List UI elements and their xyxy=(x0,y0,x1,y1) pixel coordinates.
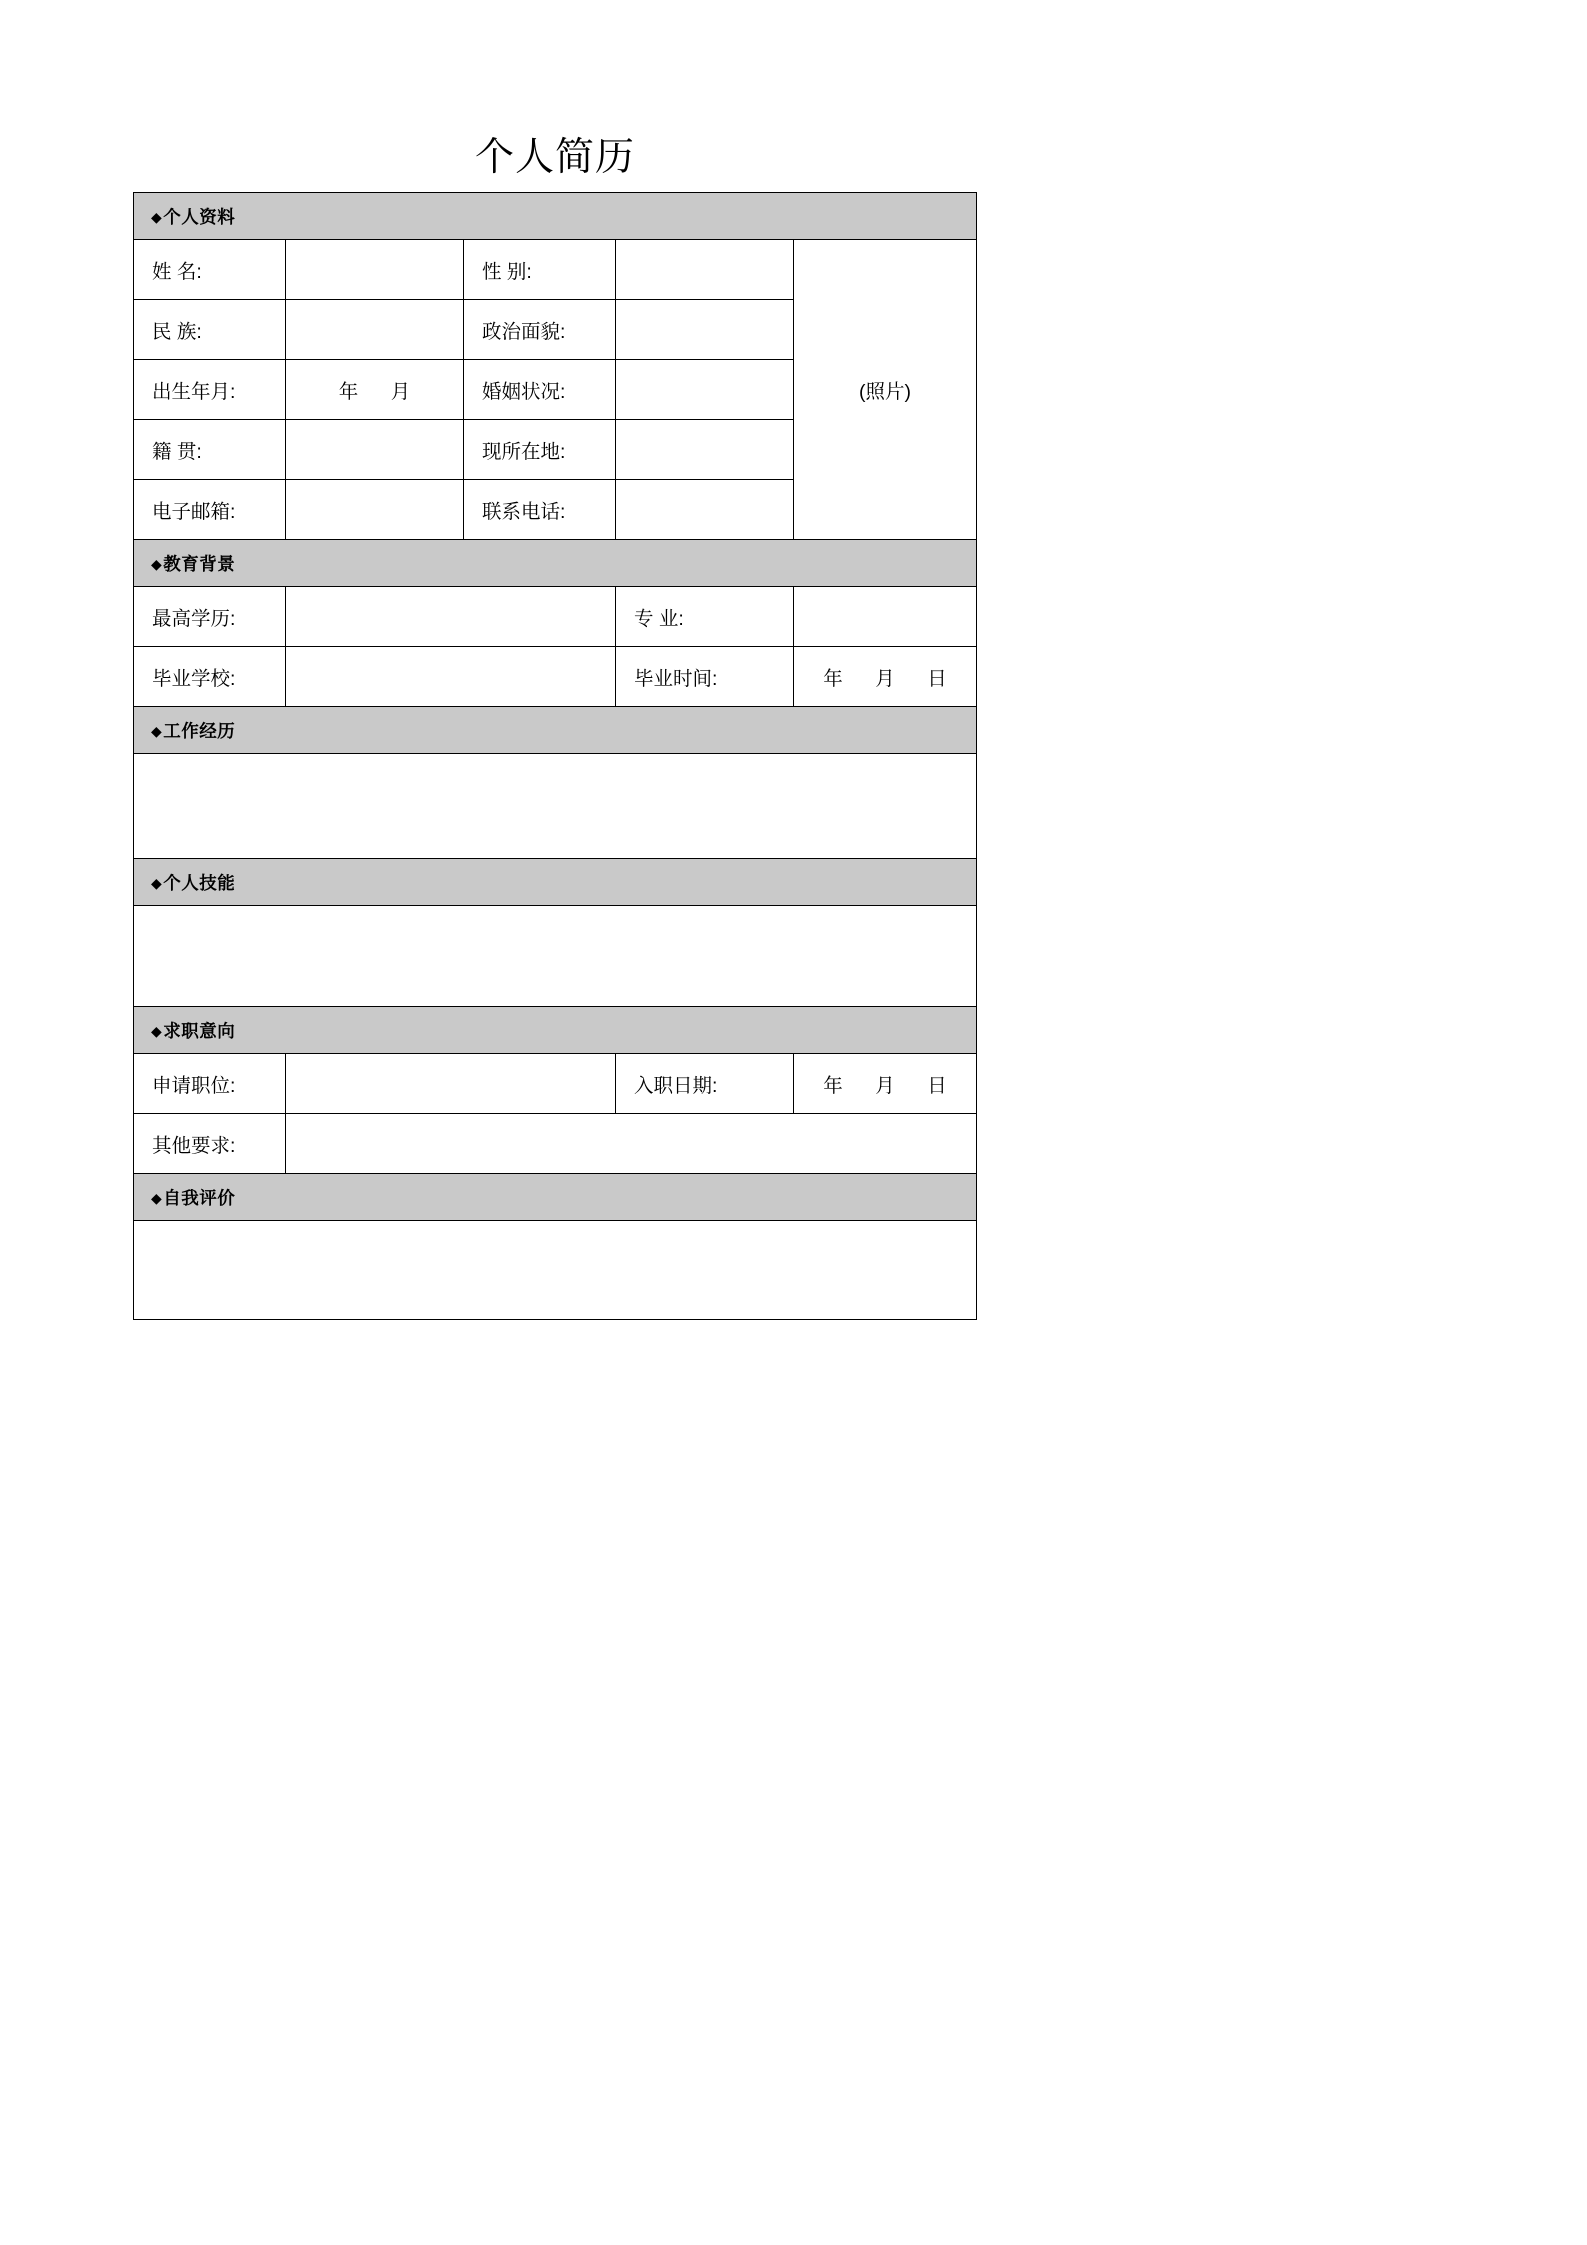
field-label-birth-date-text: 出生年月: xyxy=(152,380,236,403)
section-header-row-personal-info xyxy=(134,193,977,240)
field-input-birth-date[interactable] xyxy=(286,360,464,420)
section-header-job-intention xyxy=(134,1007,977,1054)
diamond-bullet-icon: ◆ xyxy=(151,1022,163,1039)
field-label-native-place-text: 籍 贯: xyxy=(152,440,202,463)
section-header-row-personal-skills xyxy=(134,859,977,906)
field-label-email-text: 电子邮箱: xyxy=(152,500,236,523)
field-label-marital-status xyxy=(464,360,616,420)
work-experience-input[interactable] xyxy=(134,754,977,859)
field-label-email xyxy=(134,480,286,540)
table-row xyxy=(134,587,977,647)
field-input-current-location[interactable] xyxy=(616,420,794,480)
field-label-gender xyxy=(464,240,616,300)
diamond-bullet-icon: ◆ xyxy=(151,722,163,739)
table-row xyxy=(134,754,977,859)
section-header-work-experience xyxy=(134,707,977,754)
section-header-row-job-intention xyxy=(134,1007,977,1054)
field-label-graduation-date xyxy=(616,647,794,707)
field-input-email[interactable] xyxy=(286,480,464,540)
section-header-personal-info xyxy=(134,193,977,240)
field-input-ethnicity[interactable] xyxy=(286,300,464,360)
field-input-major[interactable] xyxy=(794,587,977,647)
section-header-personal-skills-label: 个人技能 xyxy=(163,872,236,893)
field-label-name xyxy=(134,240,286,300)
field-input-graduation-date[interactable] xyxy=(794,647,977,707)
resume-table xyxy=(133,192,977,1320)
field-label-name-text: 姓 名: xyxy=(152,260,202,283)
field-input-entry-date[interactable] xyxy=(794,1054,977,1114)
table-row xyxy=(134,906,977,1007)
field-label-entry-date xyxy=(616,1054,794,1114)
field-label-birth-date xyxy=(134,360,286,420)
field-label-major xyxy=(616,587,794,647)
section-header-personal-info-label: 个人资料 xyxy=(163,206,236,227)
photo-placeholder-cell[interactable] xyxy=(794,240,977,540)
photo-placeholder-label: (照片) xyxy=(859,380,911,403)
section-header-self-evaluation xyxy=(134,1174,977,1221)
field-label-current-location-text: 现所在地: xyxy=(482,440,566,463)
graduation-date-units: 年 月 日 xyxy=(823,667,947,690)
birth-date-units: 年 月 xyxy=(338,380,411,403)
field-label-ethnicity xyxy=(134,300,286,360)
diamond-bullet-icon: ◆ xyxy=(151,874,163,891)
section-header-personal-skills xyxy=(134,859,977,906)
field-label-other-requirements xyxy=(134,1114,286,1174)
table-row xyxy=(134,647,977,707)
field-label-political-status xyxy=(464,300,616,360)
field-label-political-status-text: 政治面貌: xyxy=(482,320,566,343)
section-header-education xyxy=(134,540,977,587)
field-label-major-text: 专 业: xyxy=(634,607,684,630)
field-input-marital-status[interactable] xyxy=(616,360,794,420)
field-label-phone xyxy=(464,480,616,540)
field-input-native-place[interactable] xyxy=(286,420,464,480)
field-label-graduation-school-text: 毕业学校: xyxy=(152,667,236,690)
page-title: 个人简历 xyxy=(474,136,635,179)
field-label-native-place xyxy=(134,420,286,480)
section-header-row-work-experience xyxy=(134,707,977,754)
field-label-applied-position-text: 申请职位: xyxy=(152,1074,236,1097)
field-input-highest-degree[interactable] xyxy=(286,587,616,647)
diamond-bullet-icon: ◆ xyxy=(151,1189,163,1206)
diamond-bullet-icon: ◆ xyxy=(151,555,163,572)
table-row xyxy=(134,1114,977,1174)
field-label-graduation-school xyxy=(134,647,286,707)
table-row xyxy=(134,1054,977,1114)
field-label-other-requirements-text: 其他要求: xyxy=(152,1134,236,1157)
section-header-row-self-evaluation xyxy=(134,1174,977,1221)
field-label-applied-position xyxy=(134,1054,286,1114)
section-header-work-experience-label: 工作经历 xyxy=(163,720,236,741)
field-input-graduation-school[interactable] xyxy=(286,647,616,707)
field-input-other-requirements[interactable] xyxy=(286,1114,977,1174)
section-header-education-label: 教育背景 xyxy=(163,553,236,574)
field-label-phone-text: 联系电话: xyxy=(482,500,566,523)
field-label-ethnicity-text: 民 族: xyxy=(152,320,202,343)
field-label-entry-date-text: 入职日期: xyxy=(634,1074,718,1097)
section-header-row-education xyxy=(134,540,977,587)
table-row xyxy=(134,1221,977,1320)
entry-date-units: 年 月 日 xyxy=(823,1074,947,1097)
field-label-current-location xyxy=(464,420,616,480)
section-header-self-evaluation-label: 自我评价 xyxy=(163,1187,236,1208)
field-label-graduation-date-text: 毕业时间: xyxy=(634,667,718,690)
table-row xyxy=(134,240,977,300)
diamond-bullet-icon: ◆ xyxy=(151,208,163,225)
field-input-applied-position[interactable] xyxy=(286,1054,616,1114)
field-label-highest-degree xyxy=(134,587,286,647)
personal-skills-input[interactable] xyxy=(134,906,977,1007)
field-input-name[interactable] xyxy=(286,240,464,300)
field-input-political-status[interactable] xyxy=(616,300,794,360)
field-label-gender-text: 性 别: xyxy=(482,260,532,283)
self-evaluation-input[interactable] xyxy=(134,1221,977,1320)
field-input-gender[interactable] xyxy=(616,240,794,300)
field-label-highest-degree-text: 最高学历: xyxy=(152,607,236,630)
section-header-job-intention-label: 求职意向 xyxy=(163,1020,236,1041)
field-input-phone[interactable] xyxy=(616,480,794,540)
field-label-marital-status-text: 婚姻状况: xyxy=(482,380,566,403)
